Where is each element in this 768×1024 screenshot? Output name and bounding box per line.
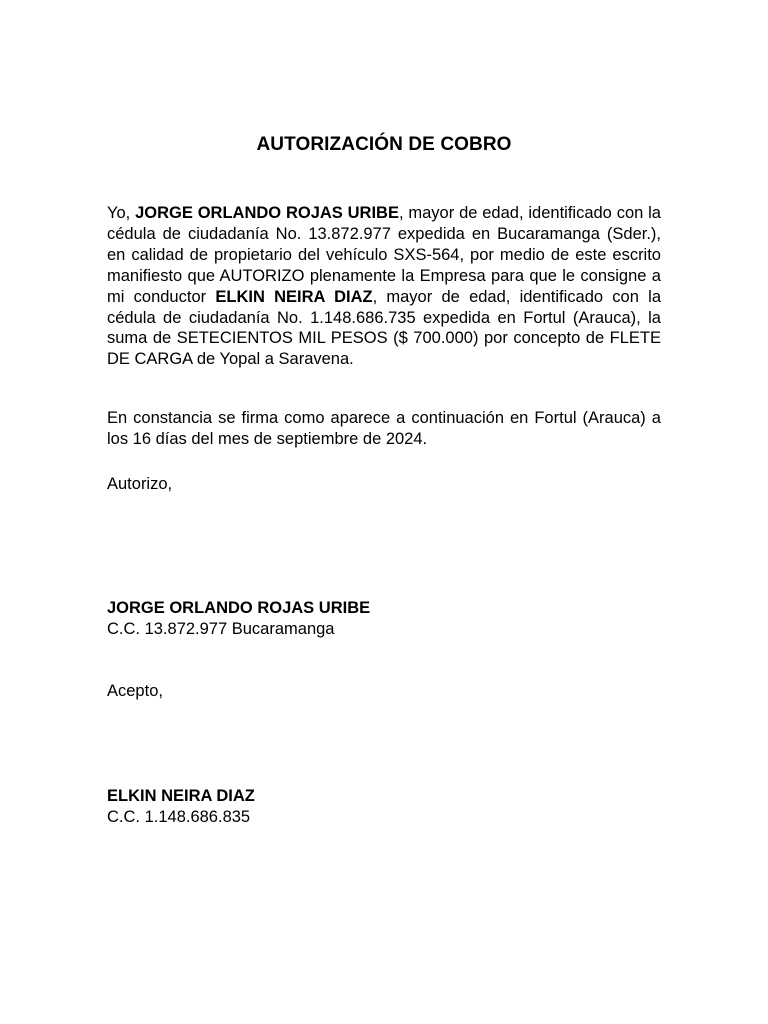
- paragraph-text-1: Yo,: [107, 204, 136, 222]
- authorization-paragraph: [107, 203, 661, 370]
- signer1-name: JORGE ORLANDO ROJAS URIBE: [107, 599, 371, 617]
- paragraph-text-2: , mayor de edad, identificado con la cédula de ciudadanía No. 13.872.977 expedida en Bucaramanga (Sder.), en calidad de propietario del vehículo SXS-564, por medio de este escrito manifiesto que AUTORIZO plenamente la Empresa para que le consigne a mi conductor: [107, 204, 661, 306]
- driver-name-bold: ELKIN NEIRA DIAZ: [215, 287, 373, 306]
- constancy-paragraph: En constancia se firma como aparece a continuación en Fortul (Arauca) a los 16 días del mes de septiembre de 2024.: [107, 409, 661, 448]
- accept-label: Acepto,: [107, 682, 163, 700]
- signer2-id: C.C. 1.148.686.835: [107, 808, 251, 826]
- owner-name-bold: JORGE ORLANDO ROJAS URIBE: [135, 204, 399, 222]
- authorize-label: Autorizo,: [107, 475, 173, 493]
- signer1-id: C.C. 13.872.977 Bucaramanga: [107, 620, 335, 638]
- document-title: AUTORIZACIÓN DE COBRO: [256, 134, 512, 155]
- signer2-name: ELKIN NEIRA DIAZ: [107, 787, 255, 805]
- paragraph-text-3: , mayor de edad, identificado con la cédula de ciudadanía No. 1.148.686.735 expedida en Fortul (Arauca), la suma de SETECIENTOS MIL PESOS ($ 700.000) por concepto de FLETE DE CARGA de Yopal a Saravena.: [107, 287, 661, 369]
